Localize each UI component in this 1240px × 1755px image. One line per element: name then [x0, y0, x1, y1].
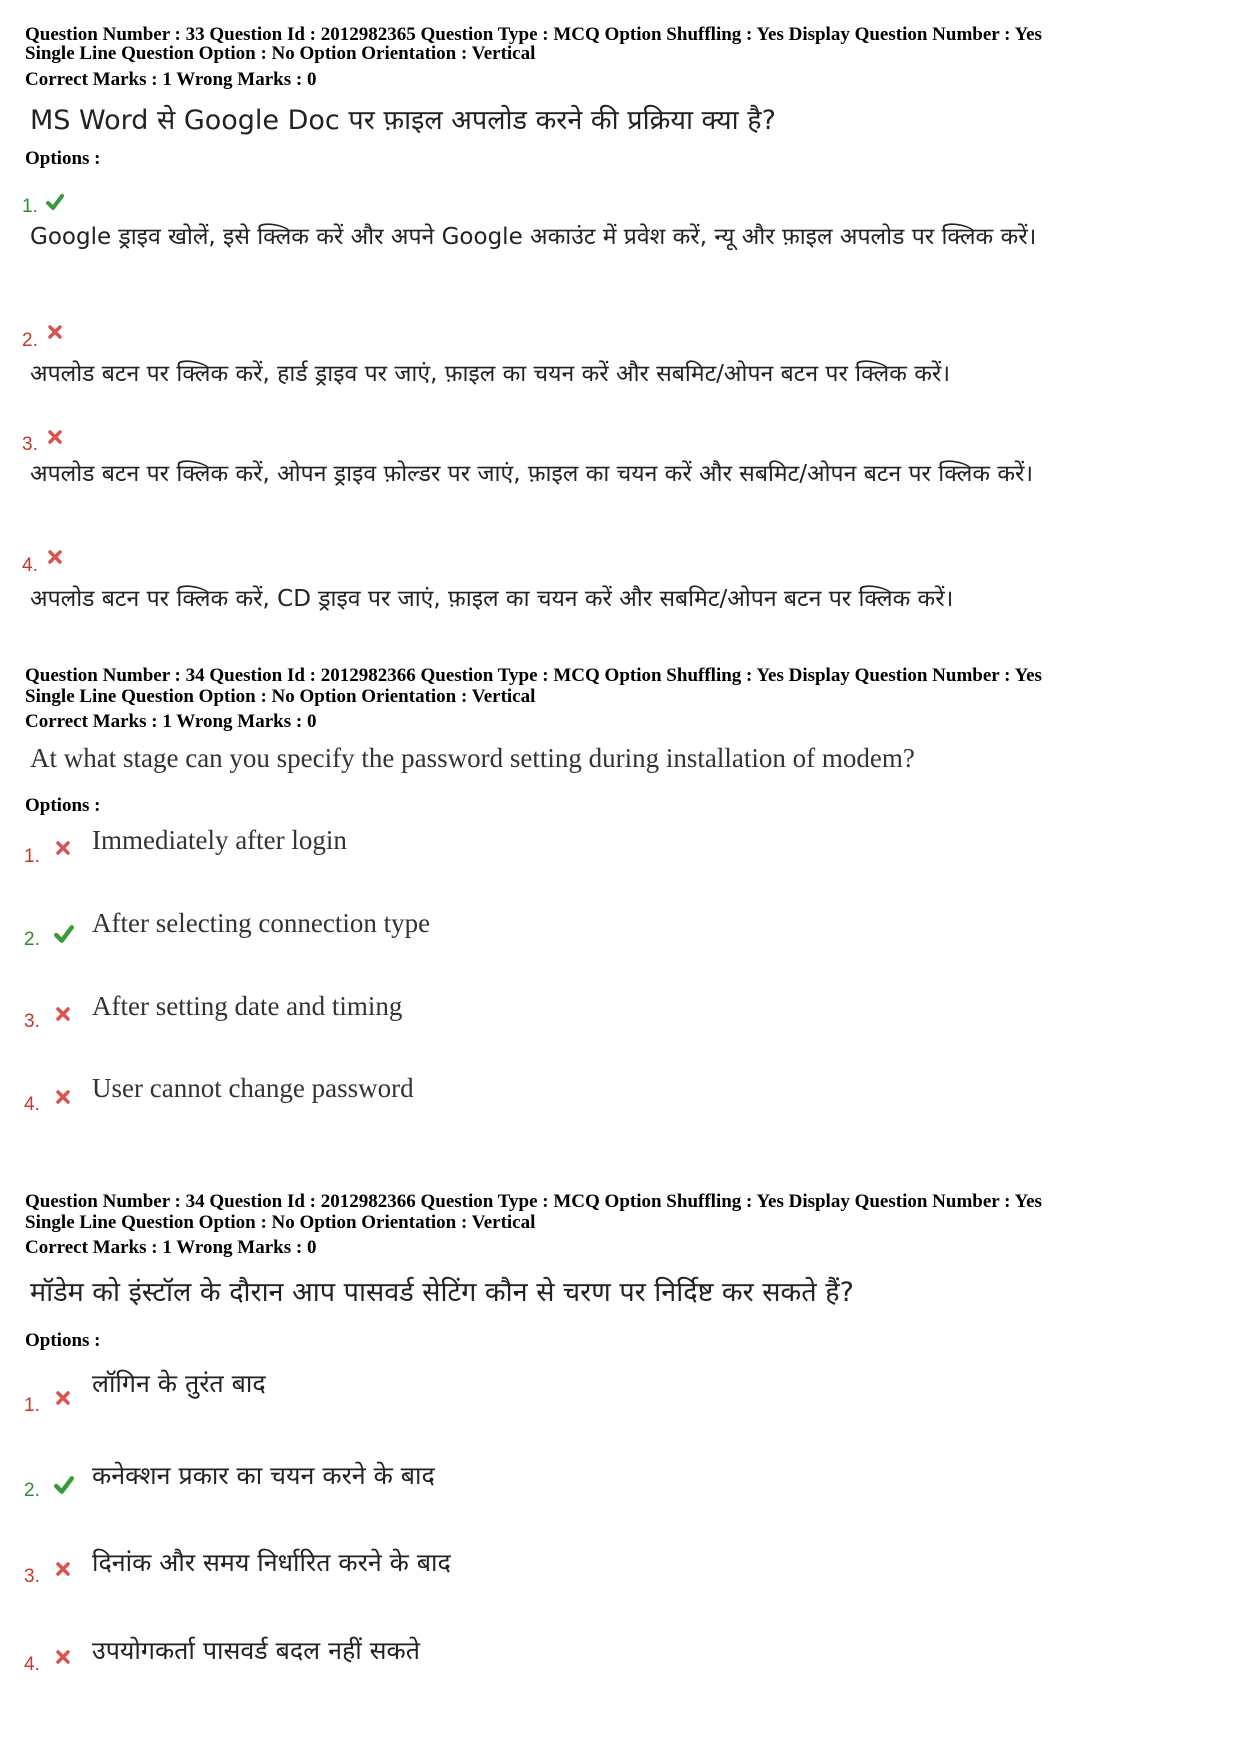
question-meta-line2: Single Line Question Option : No Option Orientation : Vertical: [25, 43, 536, 64]
option-number: 1.: [22, 196, 38, 217]
question-meta-line1: Question Number : 34 Question Id : 2012982366 Question Type : MCQ Option Shuffling : Yes Display Question Number : Yes: [25, 665, 1042, 686]
option-text: कनेक्शन प्रकार का चयन करने के बाद: [92, 1461, 435, 1490]
cross-icon: [56, 1090, 70, 1104]
option-number: 4.: [24, 1654, 40, 1675]
question-marks: Correct Marks : 1 Wrong Marks : 0: [25, 711, 317, 732]
option-text: उपयोगकर्ता पासवर्ड बदल नहीं सकते: [92, 1636, 420, 1665]
option-text: दिनांक और समय निर्धारित करने के बाद: [92, 1548, 451, 1577]
option-text: Google ड्राइव खोलें, इसे क्लिक करें और अपने Google अकाउंट में प्रवेश करें, न्यू और फ़ाइल अपलोड पर क्लिक करें।: [30, 224, 1037, 250]
question-text: MS Word से Google Doc पर फ़ाइल अपलोड करने की प्रक्रिया क्या है?: [30, 105, 776, 136]
option-text: अपलोड बटन पर क्लिक करें, ओपन ड्राइव फ़ोल्डर पर जाएं, फ़ाइल का चयन करें और सबमिट/ओपन बटन पर क्लिक करें।: [30, 461, 1034, 487]
option-text: अपलोड बटन पर क्लिक करें, हार्ड ड्राइव पर जाएं, फ़ाइल का चयन करें और सबमिट/ओपन बटन पर क्लिक करें।: [30, 361, 951, 387]
cross-icon: [48, 430, 62, 444]
option-number: 2.: [24, 929, 40, 950]
option-number: 3.: [22, 434, 38, 455]
options-label: Options :: [25, 1330, 101, 1351]
option-number: 1.: [24, 846, 40, 867]
cross-icon: [56, 1562, 70, 1576]
cross-icon: [48, 325, 62, 339]
question-text: मॉडेम को इंस्टॉल के दौरान आप पासवर्ड सेटिंग कौन से चरण पर निर्दिष्ट कर सकते हैं?: [30, 1277, 854, 1308]
question-meta-line2: Single Line Question Option : No Option Orientation : Vertical: [25, 686, 536, 707]
option-text: After setting date and timing: [92, 991, 403, 1021]
option-text: After selecting connection type: [92, 908, 431, 938]
option-number: 4.: [24, 1094, 40, 1115]
option-number: 3.: [24, 1566, 40, 1587]
question-marks: Correct Marks : 1 Wrong Marks : 0: [25, 69, 317, 90]
option-number: 1.: [24, 1395, 40, 1416]
cross-icon: [56, 1650, 70, 1664]
option-text: User cannot change password: [92, 1073, 414, 1103]
cross-icon: [56, 841, 70, 855]
check-icon: [46, 193, 64, 211]
option-number: 2.: [22, 330, 38, 351]
option-number: 4.: [22, 555, 38, 576]
option-text: लॉगिन के तुरंत बाद: [92, 1369, 266, 1398]
cross-icon: [48, 550, 62, 564]
option-text: Immediately after login: [92, 825, 347, 855]
question-marks: Correct Marks : 1 Wrong Marks : 0: [25, 1237, 317, 1258]
question-meta-line1: Question Number : 33 Question Id : 2012982365 Question Type : MCQ Option Shuffling : Yes Display Question Number : Yes: [25, 24, 1042, 45]
check-icon: [53, 924, 75, 944]
option-number: 2.: [24, 1480, 40, 1501]
cross-icon: [56, 1391, 70, 1405]
question-meta-line2: Single Line Question Option : No Option Orientation : Vertical: [25, 1212, 536, 1233]
question-text: At what stage can you specify the password setting during installation of modem?: [30, 743, 915, 773]
cross-icon: [56, 1007, 70, 1021]
options-label: Options :: [25, 795, 101, 816]
question-meta-line1: Question Number : 34 Question Id : 2012982366 Question Type : MCQ Option Shuffling : Yes Display Question Number : Yes: [25, 1191, 1042, 1212]
option-number: 3.: [24, 1011, 40, 1032]
check-icon: [53, 1475, 75, 1495]
option-text: अपलोड बटन पर क्लिक करें, CD ड्राइव पर जाएं, फ़ाइल का चयन करें और सबमिट/ओपन बटन पर क्लिक करें।: [30, 586, 954, 612]
options-label: Options :: [25, 148, 101, 169]
